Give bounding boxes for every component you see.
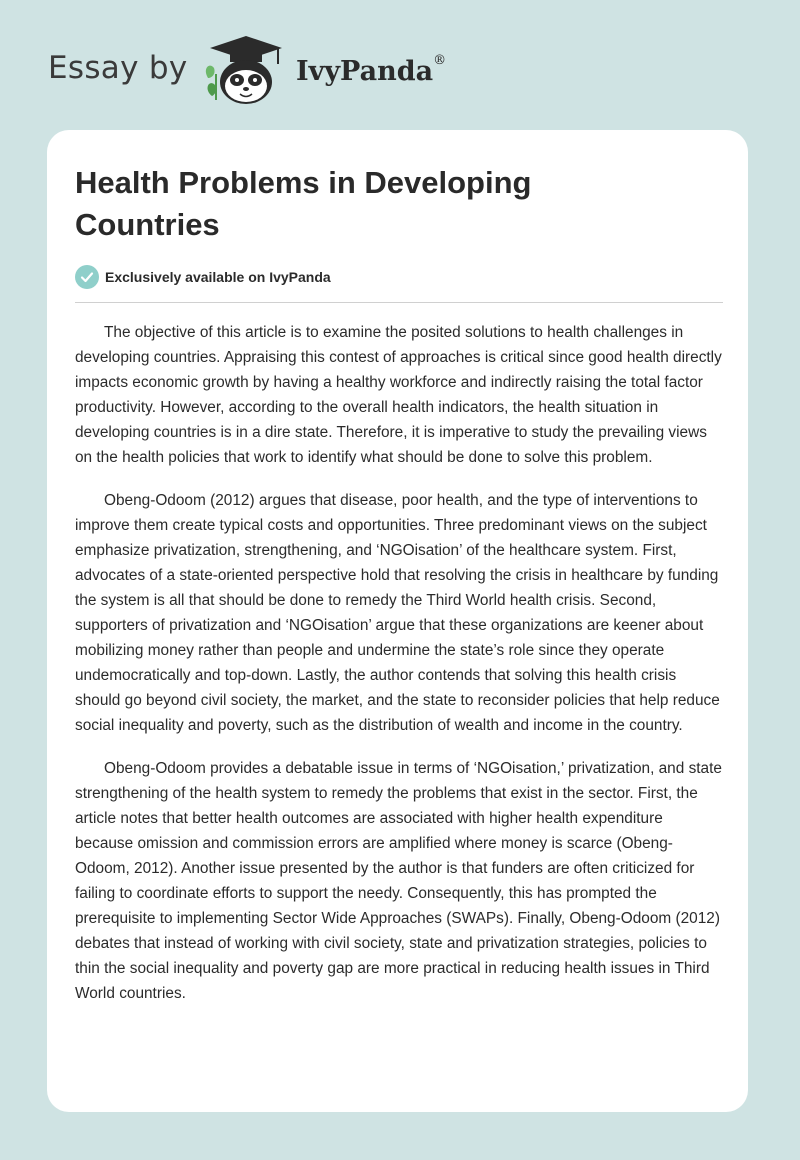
brand-name[interactable]: IvyPanda® — [296, 53, 447, 87]
article-title: Health Problems in Developing Countries — [75, 165, 532, 242]
essay-by-label: Essay by — [48, 50, 188, 86]
paragraph: The objective of this article is to examine the posited solutions to health challenges in developing countries. Appraising this contest of approaches is critical since good health directly impacts economic growth by having a healthy workforce and indirectly raising the total factor productivity. However, according to the overall health indicators, the health situation in developing countries is in a dire state. Therefore, it is imperative to study the prevailing views on the health policies that work to identify what should be done to solve this problem. — [75, 324, 722, 466]
paragraph: Obeng-Odoom provides a debatable issue in terms of ‘NGOisation,’ privatization, and state strengthening of the health system to remedy the problems that exist in the sector. First, the article notes that better health outcomes are associated with higher health expenditure because omission and commission errors are amplified where money is scarce (Obeng-Odoom, 2012). Another issue presented by the author is that funders are often criticized for failing to coordinate efforts to support the needy. Consequently, this has prompted the prerequisite to implementing Sector Wide Approaches (SWAPs). Finally, Obeng-Odoom (2012) debates that instead of working with civil society, state and privatization strategies, policies to thin the social inequality and poverty gap are more practical in reducing health issues in Third World countries. — [75, 760, 722, 1002]
article-card — [47, 130, 748, 1112]
registered-mark: ® — [433, 53, 447, 68]
paragraph: Obeng-Odoom (2012) argues that disease, poor health, and the type of interventions to improve them create typical costs and opportunities. Three predominant views on the subject emphasize privatization, strengthening, and ‘NGOisation’ of the healthcare system. First, advocates of a state-oriented perspective hold that resolving the crisis in healthcare by funding the system is all that should be done to remedy the Third World health crisis. Second, supporters of privatization and ‘NGOisation’ argue that these organizations are keener about mobilizing money rather than people and undermine the state’s role since they operate undemocratically and top-down. Lastly, the author contends that solving this health crisis should go beyond civil society, the market, and the state to reconsider policies that help reduce social inequality and poverty, such as the distribution of wealth and income in the country. — [75, 492, 720, 734]
check-icon — [75, 265, 99, 289]
exclusive-badge — [75, 264, 331, 290]
article-body — [75, 320, 723, 1024]
title-divider — [75, 302, 723, 303]
site-header — [0, 0, 800, 120]
exclusive-badge-label: Exclusively available on IvyPanda — [105, 269, 331, 285]
panda-graduate-icon[interactable] — [200, 34, 292, 108]
